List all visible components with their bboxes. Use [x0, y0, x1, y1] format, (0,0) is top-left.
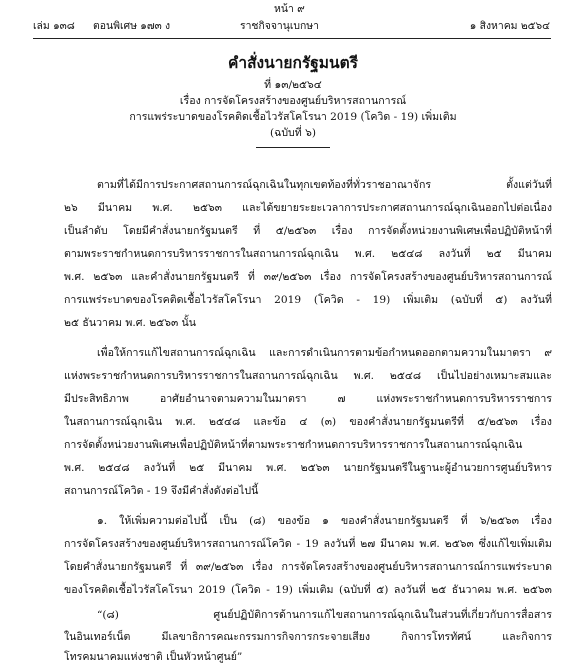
- body-line: เพื่อให้การแก้ไขสถานการณ์ฉุกเฉิน และการดำเนินการตามข้อกำหนดออกตามความในมาตรา ๙: [97, 347, 552, 359]
- subject-line-3: (ฉบับที่ ๖): [269, 127, 316, 139]
- body-line: ตามที่ได้มีการประกาศสถานการณ์ฉุกเฉินในทุกเขตท้องที่ทั่วราชอาณาจักร ตั้งแต่วันที่: [97, 179, 552, 191]
- body-line: ๒๕ ธันวาคม พ.ศ. ๒๕๖๓ นั้น: [64, 317, 197, 329]
- body-line: โดยคำสั่งนายกรัฐมนตรี ที่ ๓๙/๒๕๖๓ เรื่อง การจัดโครงสร้างของศูนย์บริหารสถานการณ์การแพร่ระบาด: [64, 561, 552, 573]
- body-line: ในสถานการณ์ฉุกเฉิน พ.ศ. ๒๕๔๘ และข้อ ๔ (๓) ของคำสั่งนายกรัฐมนตรีที่ ๕/๒๕๖๓ เรื่อง: [64, 416, 552, 428]
- body-line: การจัดโครงสร้างของศูนย์บริหารสถานการณ์โควิด - 19 ลงวันที่ ๒๗ มีนาคม พ.ศ. ๒๕๖๓ ซึ่งแก้ไขเพิ่มเติม: [64, 538, 552, 550]
- publication-name: ราชกิจจานุเบกษา: [240, 20, 319, 32]
- volume-number: เล่ม ๑๓๘: [33, 20, 75, 32]
- body-line: มีประสิทธิภาพ อาศัยอำนาจตามความในมาตรา ๗ แห่งพระราชกำหนดการบริหารราชการ: [64, 393, 552, 405]
- body-line: แห่งพระราชกำหนดการบริหารราชการในสถานการณ์ฉุกเฉิน พ.ศ. ๒๕๔๘ เป็นไปอย่างเหมาะสมและ: [64, 370, 552, 382]
- body-line: ตามพระราชกำหนดการบริหารราชการในสถานการณ์ฉุกเฉิน พ.ศ. ๒๕๔๘ ลงวันที่ ๒๕ มีนาคม: [64, 248, 552, 260]
- subject-line-1: เรื่อง การจัดโครงสร้างของศูนย์บริหารสถานการณ์: [179, 95, 407, 107]
- document-title: คำสั่งนายกรัฐมนตรี: [228, 53, 358, 72]
- body-line: การแพร่ระบาดของโรคติดเชื้อไวรัสโคโรนา 2019 (โควิด - 19) เพิ่มเติม (ฉบับที่ ๕) ลงวันที่: [64, 294, 552, 306]
- body-line: พ.ศ. ๒๕๔๘ ลงวันที่ ๒๕ มีนาคม พ.ศ. ๒๕๖๓ นายกรัฐมนตรีในฐานะผู้อำนวยการศูนย์บริหาร: [64, 462, 552, 474]
- body-line: สถานการณ์โควิด - 19 จึงมีคำสั่งดังต่อไปนี้: [64, 485, 259, 497]
- body-line: โทรคมนาคมแห่งชาติ เป็นหัวหน้าศูนย์”: [64, 651, 243, 663]
- body-line: ๒๖ มีนาคม พ.ศ. ๒๕๖๓ และได้ขยายระยะเวลาการประกาศสถานการณ์ฉุกเฉินออกไปต่อเนื่อง: [64, 202, 552, 214]
- body-line: ในอินเทอร์เน็ต มีเลขาธิการคณะกรรมการกิจการกระจายเสียง กิจการโทรทัศน์ และกิจการ: [64, 631, 552, 643]
- page-number: หน้า ๙: [274, 3, 305, 15]
- header-divider: [33, 38, 551, 39]
- body-line: พ.ศ. ๒๕๖๓ และคำสั่งนายกรัฐมนตรี ที่ ๓๙/๒๕๖๓ เรื่อง การจัดโครงสร้างของศูนย์บริหารสถานการณ์: [64, 271, 552, 283]
- body-line: การจัดตั้งหน่วยงานพิเศษเพื่อปฏิบัติหน้าที่ตามพระราชกำหนดการบริหารราชการในสถานการณ์ฉุกเฉิน: [64, 439, 523, 451]
- body-line: เป็นลำดับ โดยมีคำสั่งนายกรัฐมนตรี ที่ ๕/๒๕๖๓ เรื่อง การจัดตั้งหน่วยงานพิเศษเพื่อปฏิบัติหน้าที่: [64, 225, 552, 237]
- body-line: “(๘) ศูนย์ปฏิบัติการด้านการแก้ไขสถานการณ์ฉุกเฉินในส่วนที่เกี่ยวกับการสื่อสาร: [97, 609, 552, 621]
- body-line: ของโรคติดเชื้อไวรัสโคโรนา 2019 (โควิด - 19) เพิ่มเติม (ฉบับที่ ๕) ลงวันที่ ๒๕ ธันวาคม พ.ศ. ๒๕๖๓: [64, 584, 552, 596]
- subject-line-2: การแพร่ระบาดของโรคติดเชื้อไวรัสโคโรนา 2019 (โควิด - 19) เพิ่มเติม: [129, 111, 457, 123]
- publication-date: ๑ สิงหาคม ๒๕๖๔: [469, 20, 550, 32]
- title-divider: [256, 147, 330, 148]
- order-number: ที่ ๑๓/๒๕๖๔: [264, 79, 322, 91]
- special-issue: ตอนพิเศษ ๑๗๓ ง: [93, 20, 171, 32]
- body-line: ๑. ให้เพิ่มความต่อไปนี้ เป็น (๘) ของข้อ ๑ ของคำสั่งนายกรัฐมนตรี ที่ ๖/๒๕๖๓ เรื่อง: [97, 515, 552, 527]
